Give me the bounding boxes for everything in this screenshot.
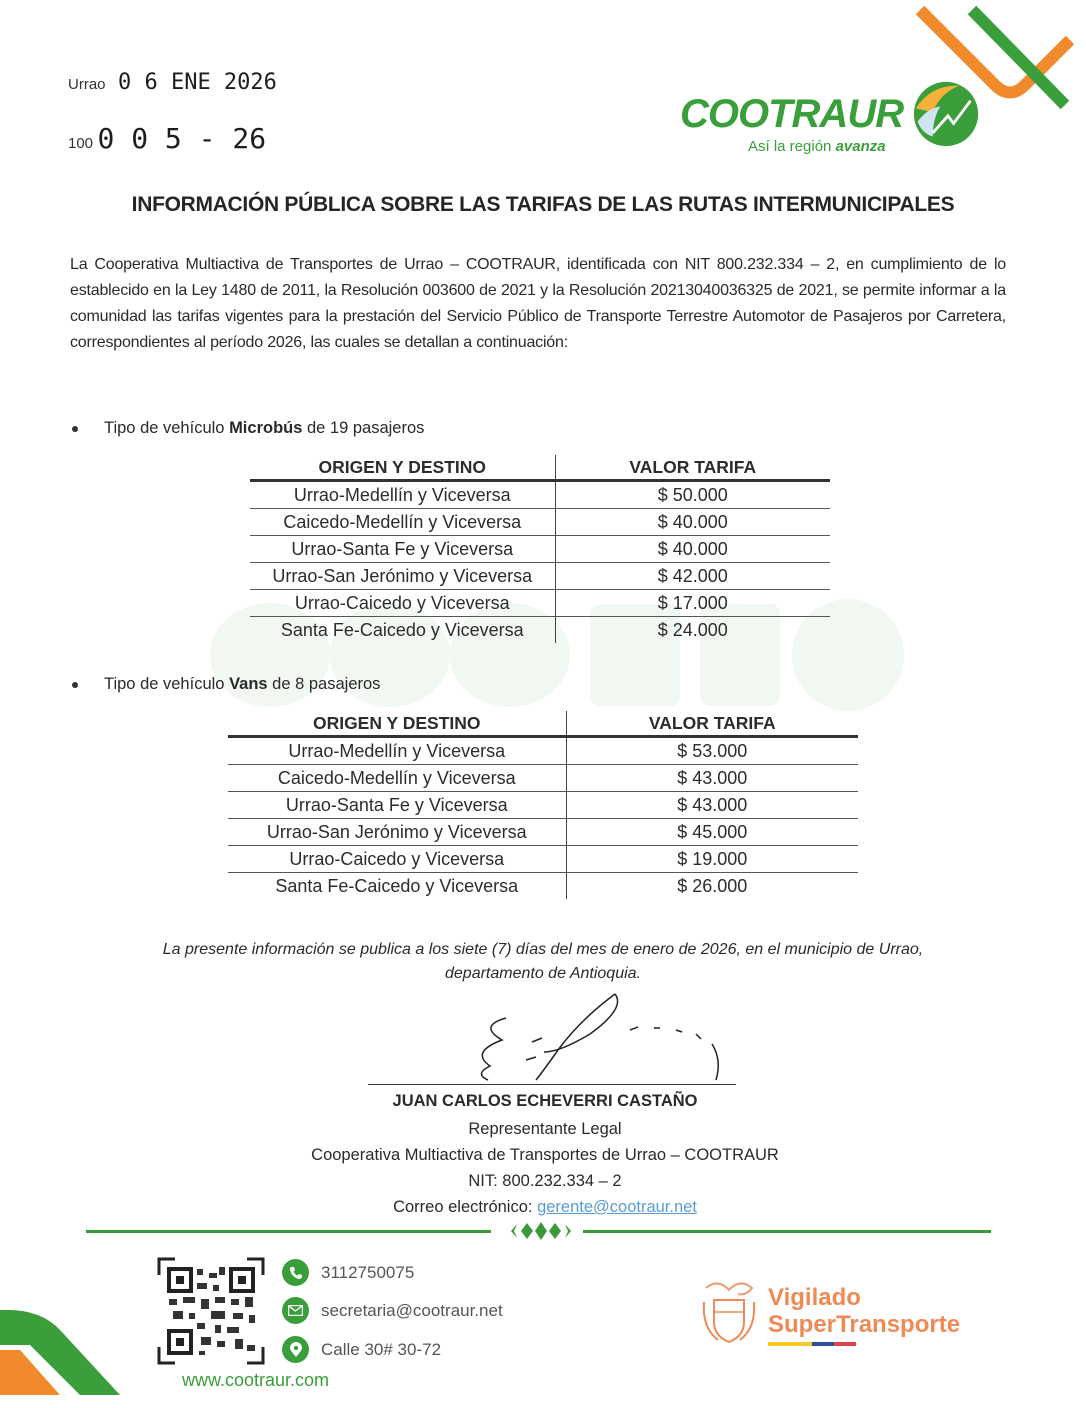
header-origin-destination: ORIGEN Y DESTINO: [250, 455, 555, 481]
fare: $ 42.000: [555, 563, 830, 590]
fare: $ 45.000: [566, 819, 858, 846]
contact-email: [282, 1297, 503, 1324]
signer-name: JUAN CARLOS ECHEVERRI CASTAÑO: [392, 1092, 698, 1110]
header-fare-value: VALOR TARIFA: [566, 711, 858, 737]
mail-icon: [282, 1297, 309, 1324]
fare: $ 40.000: [555, 509, 830, 536]
fare: $ 40.000: [555, 536, 830, 563]
table-row: [250, 509, 830, 536]
table-row: [228, 846, 858, 873]
intro-paragraph: La Cooperativa Multiactiva de Transportes de Urrao – COOTRAUR, identificada con NIT 800.232.334 – 2, en cumplimiento de lo establecido en la Ley 1480 de 2011, la Resolución 003600 de 2021 y la Resolución 20213040036325 de 2021, se permite informar a la comunidad las tarifas vigentes para la prestación del Servicio Público de Transporte Terrestre Automotor de Pasajeros por Carretera, correspondientes al período 2026, las cuales se detallan a continuación:: [70, 256, 1006, 351]
table-row: [250, 563, 830, 590]
footer-divider-left: [86, 1230, 491, 1233]
table-header-row: [228, 711, 858, 737]
route: Santa Fe-Caicedo y Viceversa: [250, 617, 555, 644]
cootraur-logo: [680, 92, 980, 167]
flag-red: [834, 1342, 856, 1346]
phone-number[interactable]: 3112750075: [321, 1262, 415, 1282]
table-row: [228, 765, 858, 792]
route: Urrao-Santa Fe y Viceversa: [228, 792, 566, 819]
signer-organization: Cooperativa Multiactiva de Transportes de Urrao – COOTRAUR: [311, 1146, 779, 1164]
fare: $ 43.000: [566, 792, 858, 819]
route: Urrao-San Jerónimo y Viceversa: [228, 819, 566, 846]
footer-divider-right: [583, 1230, 991, 1233]
slogan-bold: avanza: [835, 138, 886, 155]
fare: $ 17.000: [555, 590, 830, 617]
stamp-place: Urrao: [68, 76, 106, 93]
closing-line-2: departamento de Antioquia.: [445, 965, 641, 982]
corner-stripes-bottom-decoration: [0, 1300, 130, 1408]
table-row: [250, 481, 830, 509]
table-row: [228, 737, 858, 765]
signer-role: Representante Legal: [468, 1120, 622, 1138]
table-row: [250, 617, 830, 644]
stamp-date: 0 6 ENE 2026: [117, 70, 277, 95]
radicado-stamp: [68, 122, 266, 155]
table-header-row: [250, 455, 830, 481]
vehicle-type-vans: [72, 675, 380, 694]
route: Santa Fe-Caicedo y Viceversa: [228, 873, 566, 900]
table-row: [228, 819, 858, 846]
qr-code[interactable]: [155, 1255, 267, 1367]
table-row: [228, 873, 858, 900]
fare: $ 43.000: [566, 765, 858, 792]
fare: $ 50.000: [555, 481, 830, 509]
fare: $ 19.000: [566, 846, 858, 873]
vehicle-type-microbus: [72, 419, 424, 438]
closing-line-1: La presente información se publica a los siete (7) días del mes de enero de 2026, en el municipio de Urrao,: [162, 941, 924, 958]
tariff-table-microbus: [250, 455, 830, 643]
route: Caicedo-Medellín y Viceversa: [250, 509, 555, 536]
contact-email-address[interactable]: secretaria@cootraur.net: [321, 1300, 503, 1320]
vigilado-line-2: SuperTransporte: [768, 1311, 961, 1338]
signer-email-link[interactable]: gerente@cootraur.net: [537, 1198, 697, 1216]
location-pin-icon: [282, 1336, 309, 1363]
phone-icon: [282, 1259, 309, 1286]
logo-name: COOTRAUR: [680, 92, 904, 136]
signature-line: [368, 1084, 736, 1085]
table-row: [250, 536, 830, 563]
route: Urrao-Medellín y Viceversa: [228, 737, 566, 765]
website-link[interactable]: www.cootraur.com: [182, 1370, 330, 1390]
vigilado-line-1: Vigilado: [768, 1284, 861, 1311]
contact-address: [282, 1336, 441, 1363]
logo-slogan: [748, 138, 886, 156]
bullet-vehicle: Vans: [229, 675, 268, 693]
handwritten-signature: [440, 990, 740, 1082]
address-text: Calle 30# 30-72: [321, 1339, 442, 1359]
route: Urrao-Caicedo y Viceversa: [228, 846, 566, 873]
header-fare-value: VALOR TARIFA: [555, 455, 830, 481]
divider-ornament-icon: [503, 1222, 579, 1240]
route: Urrao-Caicedo y Viceversa: [250, 590, 555, 617]
fare: $ 24.000: [657, 620, 728, 640]
fare: $ 53.000: [566, 737, 858, 765]
date-stamp: [68, 70, 277, 95]
document-title: INFORMACIÓN PÚBLICA SOBRE LAS TARIFAS DE LAS RUTAS INTERMUNICIPALES: [131, 193, 955, 216]
signer-nit: NIT: 800.232.334 – 2: [468, 1172, 622, 1190]
email-label: Correo electrónico:: [393, 1198, 538, 1216]
radicado-number: 0 0 5 - 26: [97, 122, 267, 155]
colombia-flag-bar: [768, 1342, 856, 1346]
header-origin-destination: ORIGEN Y DESTINO: [228, 711, 566, 737]
tariff-table-vans: [228, 711, 858, 899]
bullet-icon: [72, 682, 78, 688]
bullet-vehicle: Microbús: [229, 419, 303, 437]
vigilado-text: [768, 1284, 960, 1338]
fare: $ 26.000: [677, 876, 748, 896]
flag-yellow: [768, 1342, 812, 1346]
contact-phone: [282, 1259, 414, 1286]
bullet-prefix: Tipo de vehículo: [104, 675, 230, 693]
bullet-suffix: de 8 pasajeros: [267, 675, 381, 693]
colombia-coat-of-arms-icon: [698, 1278, 760, 1348]
logo-globe-icon: [912, 80, 980, 148]
bullet-suffix: de 19 pasajeros: [302, 419, 425, 437]
route: Urrao-Medellín y Viceversa: [250, 481, 555, 509]
table-row: [250, 590, 830, 617]
route: Urrao-Santa Fe y Viceversa: [250, 536, 555, 563]
flag-blue: [812, 1342, 834, 1346]
bullet-prefix: Tipo de vehículo: [104, 419, 230, 437]
route: Caicedo-Medellín y Viceversa: [228, 765, 566, 792]
bullet-icon: [72, 426, 78, 432]
closing-statement: [0, 938, 1086, 986]
slogan-regular: Así la región: [748, 138, 832, 155]
radicado-prefix: 100: [68, 135, 94, 152]
signer-email-line: [200, 1194, 890, 1220]
route: Urrao-San Jerónimo y Viceversa: [250, 563, 555, 590]
table-row: [228, 792, 858, 819]
signature-block: [200, 1090, 890, 1220]
